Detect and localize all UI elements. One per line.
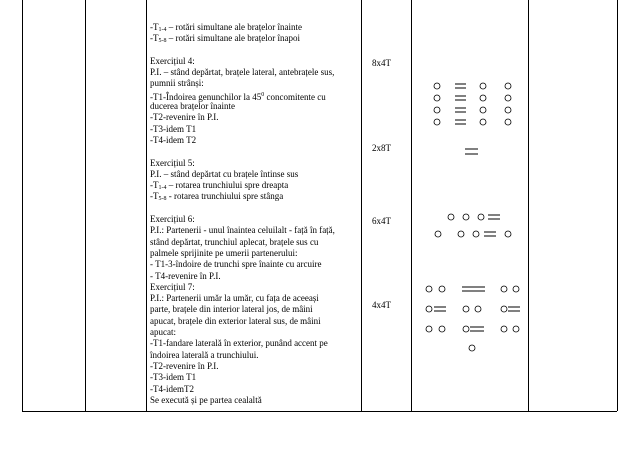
circle-symbol: [480, 95, 486, 101]
ex5-line: -T1-4 – rotarea trunchiului spre dreapta: [150, 180, 289, 192]
dosage-ex6: 6x4T: [372, 216, 391, 226]
circle-symbol: [435, 231, 441, 237]
circle-symbol: [501, 306, 507, 312]
ex6-line: P.I.: Partenerii - unul înaintea celuilalt - față în față,: [150, 225, 335, 236]
ex7-line: Se execută și pe partea cealaltă: [150, 394, 262, 405]
ex7-line: -T2-revenire în P.I.: [150, 360, 219, 371]
circle-symbol: [478, 214, 484, 220]
dosage-ex5: 2x8T: [372, 143, 391, 153]
circle-symbol: [501, 286, 507, 292]
ex6-title: Exercițiul 6:: [150, 214, 195, 225]
circle-symbol: [434, 95, 440, 101]
ex6-line: palmele sprijinite pe umerii partenerului:: [150, 247, 298, 258]
ex6-line: - T1-3-îndoire de trunchi spre înainte cu arcuire: [150, 259, 322, 270]
circle-symbol: [480, 107, 486, 113]
circle-symbol: [475, 306, 481, 312]
circle-symbol: [426, 286, 432, 292]
circle-symbol: [458, 231, 464, 237]
ex7-line: îndoirea laterală a trunchiului.: [150, 349, 259, 360]
circle-symbol: [480, 83, 486, 89]
circle-symbol: [426, 326, 432, 332]
ex4-formation: [434, 83, 511, 125]
ex7-line: -T1-fandare laterală în exterior, punând accent pe: [150, 338, 328, 349]
circle-symbol: [505, 107, 511, 113]
circle-symbol: [513, 326, 519, 332]
circle-symbol: [426, 306, 432, 312]
circle-symbol: [463, 214, 469, 220]
circle-symbol: [501, 326, 507, 332]
ex7-line: -T4-idemT2: [150, 383, 194, 394]
ex4-title: Exercițiul 4:: [150, 55, 195, 66]
ex5-line: -T5-8 - rotarea trunchiului spre stânga: [150, 191, 284, 203]
circle-symbol: [469, 345, 475, 351]
circle-symbol: [439, 286, 445, 292]
top-line-1: -T1-4 – rotări simultane ale brațelor înainte: [150, 22, 302, 33]
circle-symbol: [463, 306, 469, 312]
dosage-ex4: 8x4T: [372, 58, 391, 68]
ex4-line: -T2-revenire în P.I.: [150, 112, 219, 123]
ex4-line: -T1-Îndoirea genunchilor la $45^0$ concomitente cu: [150, 91, 326, 102]
ex5-line: P.I. – stând depărtat cu brațele întinse sus: [150, 168, 299, 179]
circle-symbol: [505, 231, 511, 237]
ex4-line: -T3-idem T1: [150, 123, 197, 134]
ex4-line: P.I. – stând depărtat, brațele lateral, antebrațele sus,: [150, 67, 335, 78]
circle-symbol: [434, 107, 440, 113]
ex7-line: apucat:: [150, 327, 176, 338]
ex6-line: stând depărtat, trunchiul aplecat, brațele sus cu: [150, 236, 319, 247]
circle-symbol: [448, 214, 454, 220]
dosage-ex7: 4x4T: [372, 300, 391, 310]
ex7-title: Exercițiul 7:: [150, 281, 195, 292]
ex6-line: - T4-revenire în P.I.: [150, 270, 221, 281]
ex6-formation: [435, 214, 511, 237]
ex5-title: Exercițiul 5:: [150, 157, 195, 168]
ex7-line: parte, brațele din interior lateral jos, de mâini: [150, 304, 313, 315]
circle-symbol: [473, 231, 479, 237]
circle-symbol: [505, 83, 511, 89]
ex7-line: apucat, brațele din exterior lateral sus, de mâini: [150, 315, 321, 326]
ex4-line: -T4-idem T2: [150, 134, 197, 145]
ex4-line: pumnii strânși:: [150, 78, 204, 89]
circle-symbol: [434, 119, 440, 125]
circle-symbol: [439, 326, 445, 332]
circle-symbol: [505, 119, 511, 125]
circle-symbol: [434, 83, 440, 89]
ex7-formation: [426, 286, 519, 351]
circle-symbol: [480, 119, 486, 125]
circle-symbol: [505, 95, 511, 101]
ex7-line: -T3-idem T1: [150, 372, 197, 383]
ex4-line: ducerea brațelor înainte: [150, 101, 235, 112]
circle-symbol: [463, 326, 469, 332]
top-line-2: -T5-8 – rotări simultane ale brațelor înapoi: [150, 33, 300, 45]
ex7-line: P.I.: Partenerii umăr la umăr, cu fața de aceeași: [150, 293, 319, 304]
circle-symbol: [513, 286, 519, 292]
